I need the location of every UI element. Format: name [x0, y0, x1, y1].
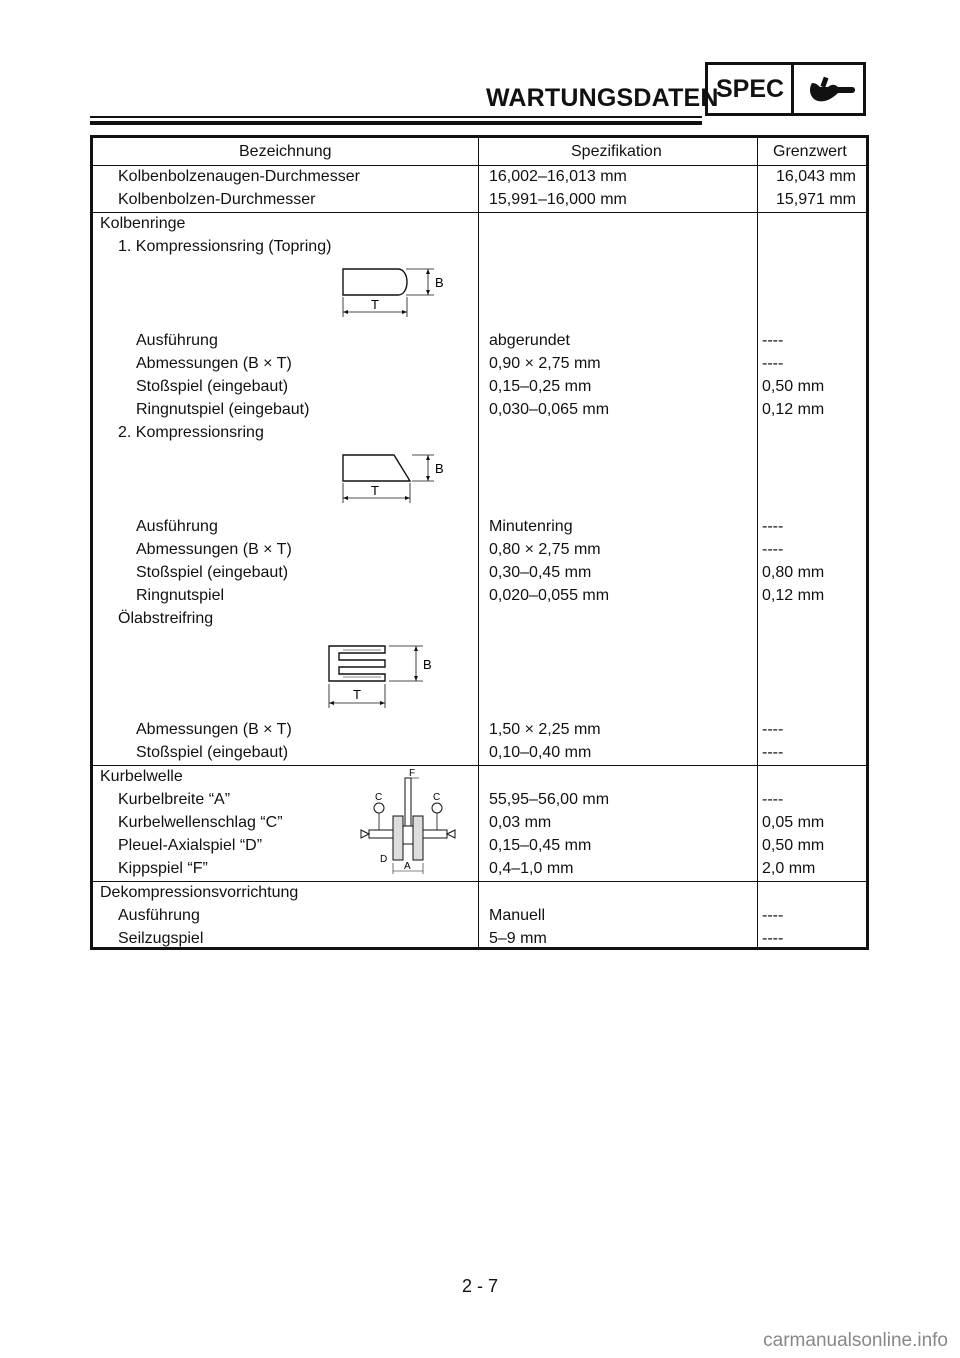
page-number: 2 - 7 [461, 1276, 499, 1296]
row-spec: abgerundet [489, 332, 570, 349]
row-name: Stoßspiel (eingebaut) [136, 744, 289, 761]
row-limit: ---- [762, 355, 784, 372]
row-name: Ausführung [118, 907, 200, 924]
subsection-title: Ölabstreifring [118, 610, 214, 627]
row-limit: 0,12 mm [762, 401, 825, 418]
row-limit: ---- [762, 907, 784, 924]
row-name: Stoßspiel (eingebaut) [136, 564, 289, 581]
row-spec: 0,15–0,25 mm [489, 378, 592, 395]
section-divider [93, 212, 866, 213]
row-spec: 1,50 × 2,25 mm [489, 721, 601, 738]
row-name: Kurbelwellenschlag “C” [118, 814, 283, 831]
header-rule-thick [90, 121, 702, 125]
dimension-label-b: B [423, 657, 432, 672]
dimension-label-b: B [435, 275, 444, 290]
section-title: Dekompressionsvorrichtung [100, 884, 299, 901]
spec-table [90, 135, 869, 950]
row-name: Pleuel-Axialspiel “D” [118, 837, 263, 854]
spec-divider [791, 65, 794, 113]
dimension-label-t: T [371, 297, 379, 312]
wrench-icon [804, 73, 860, 107]
row-spec: 5–9 mm [489, 930, 547, 947]
row-name: Seilzugspiel [118, 930, 204, 947]
crank-label-c: C [433, 792, 441, 803]
row-spec: 55,95–56,00 mm [489, 791, 610, 808]
crank-label-f: F [409, 768, 416, 779]
spec-label: SPEC [716, 75, 785, 103]
watermark: carmanualsonline.info [763, 1330, 948, 1351]
row-spec: Minutenring [489, 518, 573, 535]
column-header-name: Bezeichnung [239, 143, 332, 160]
row-name: Ausführung [136, 518, 218, 535]
section-divider [93, 881, 866, 882]
row-name: Stoßspiel (eingebaut) [136, 378, 289, 395]
row-name: Ausführung [136, 332, 218, 349]
row-limit: ---- [762, 541, 784, 558]
crank-label-c: C [375, 792, 383, 803]
row-name: Ringnutspiel (eingebaut) [136, 401, 310, 418]
header-divider [93, 165, 866, 166]
row-limit: 0,50 mm [762, 837, 825, 854]
row-name: Kippspiel “F” [118, 860, 208, 877]
crank-label-d: D [380, 854, 388, 865]
row-spec: 0,03 mm [489, 814, 552, 831]
row-spec: 0,020–0,055 mm [489, 587, 610, 604]
row-spec: 0,80 × 2,75 mm [489, 541, 601, 558]
row-name: Kurbelbreite “A” [118, 791, 231, 808]
column-divider [478, 138, 479, 947]
row-limit: 0,12 mm [762, 587, 825, 604]
row-name: Abmessungen (B × T) [136, 355, 292, 372]
row-name: Kolbenbolzen-Durchmesser [118, 191, 316, 208]
row-limit: 0,80 mm [762, 564, 825, 581]
row-limit: ---- [762, 791, 784, 808]
row-limit: 0,50 mm [762, 378, 825, 395]
column-header-spec: Spezifikation [571, 143, 662, 160]
row-limit: ---- [762, 721, 784, 738]
row-limit: ---- [762, 332, 784, 349]
row-limit: 2,0 mm [762, 860, 816, 877]
section-title: Kurbelwelle [100, 768, 183, 785]
row-limit: 0,05 mm [762, 814, 825, 831]
dimension-label-b: B [435, 461, 444, 476]
dimension-label-t: T [371, 483, 379, 498]
row-name: Kolbenbolzenaugen-Durchmesser [118, 168, 360, 185]
row-spec: 0,90 × 2,75 mm [489, 355, 601, 372]
row-name: Abmessungen (B × T) [136, 721, 292, 738]
crank-label-a: A [404, 861, 411, 872]
section-title: Kolbenringe [100, 215, 186, 232]
row-limit: ---- [762, 930, 784, 947]
subsection-title: 1. Kompressionsring (Topring) [118, 238, 332, 255]
row-spec: 0,30–0,45 mm [489, 564, 592, 581]
row-spec: 16,002–16,013 mm [489, 168, 627, 185]
section-divider [93, 765, 866, 766]
row-name: Abmessungen (B × T) [136, 541, 292, 558]
column-divider [757, 138, 758, 947]
subsection-title: 2. Kompressionsring [118, 424, 264, 441]
second-ring-profile-figure [338, 451, 448, 507]
dimension-label-t: T [353, 687, 361, 702]
crankshaft-measurement-figure [359, 768, 459, 876]
row-name: Ringnutspiel [136, 587, 225, 604]
row-spec: 0,4–1,0 mm [489, 860, 574, 877]
column-header-limit: Grenzwert [773, 143, 847, 160]
row-limit: ---- [762, 518, 784, 535]
row-limit: 15,971 mm [775, 191, 856, 208]
header-rule [90, 116, 702, 118]
row-spec: 0,15–0,45 mm [489, 837, 592, 854]
row-limit: ---- [762, 744, 784, 761]
oil-ring-profile-figure [323, 636, 443, 714]
row-limit: 16,043 mm [775, 168, 856, 185]
row-spec: Manuell [489, 907, 546, 924]
top-ring-profile-figure [338, 265, 448, 321]
page-title: WARTUNGSDATEN [486, 84, 719, 112]
row-spec: 0,030–0,065 mm [489, 401, 610, 418]
spec-badge [705, 62, 866, 116]
row-spec: 15,991–16,000 mm [489, 191, 627, 208]
row-spec: 0,10–0,40 mm [489, 744, 592, 761]
